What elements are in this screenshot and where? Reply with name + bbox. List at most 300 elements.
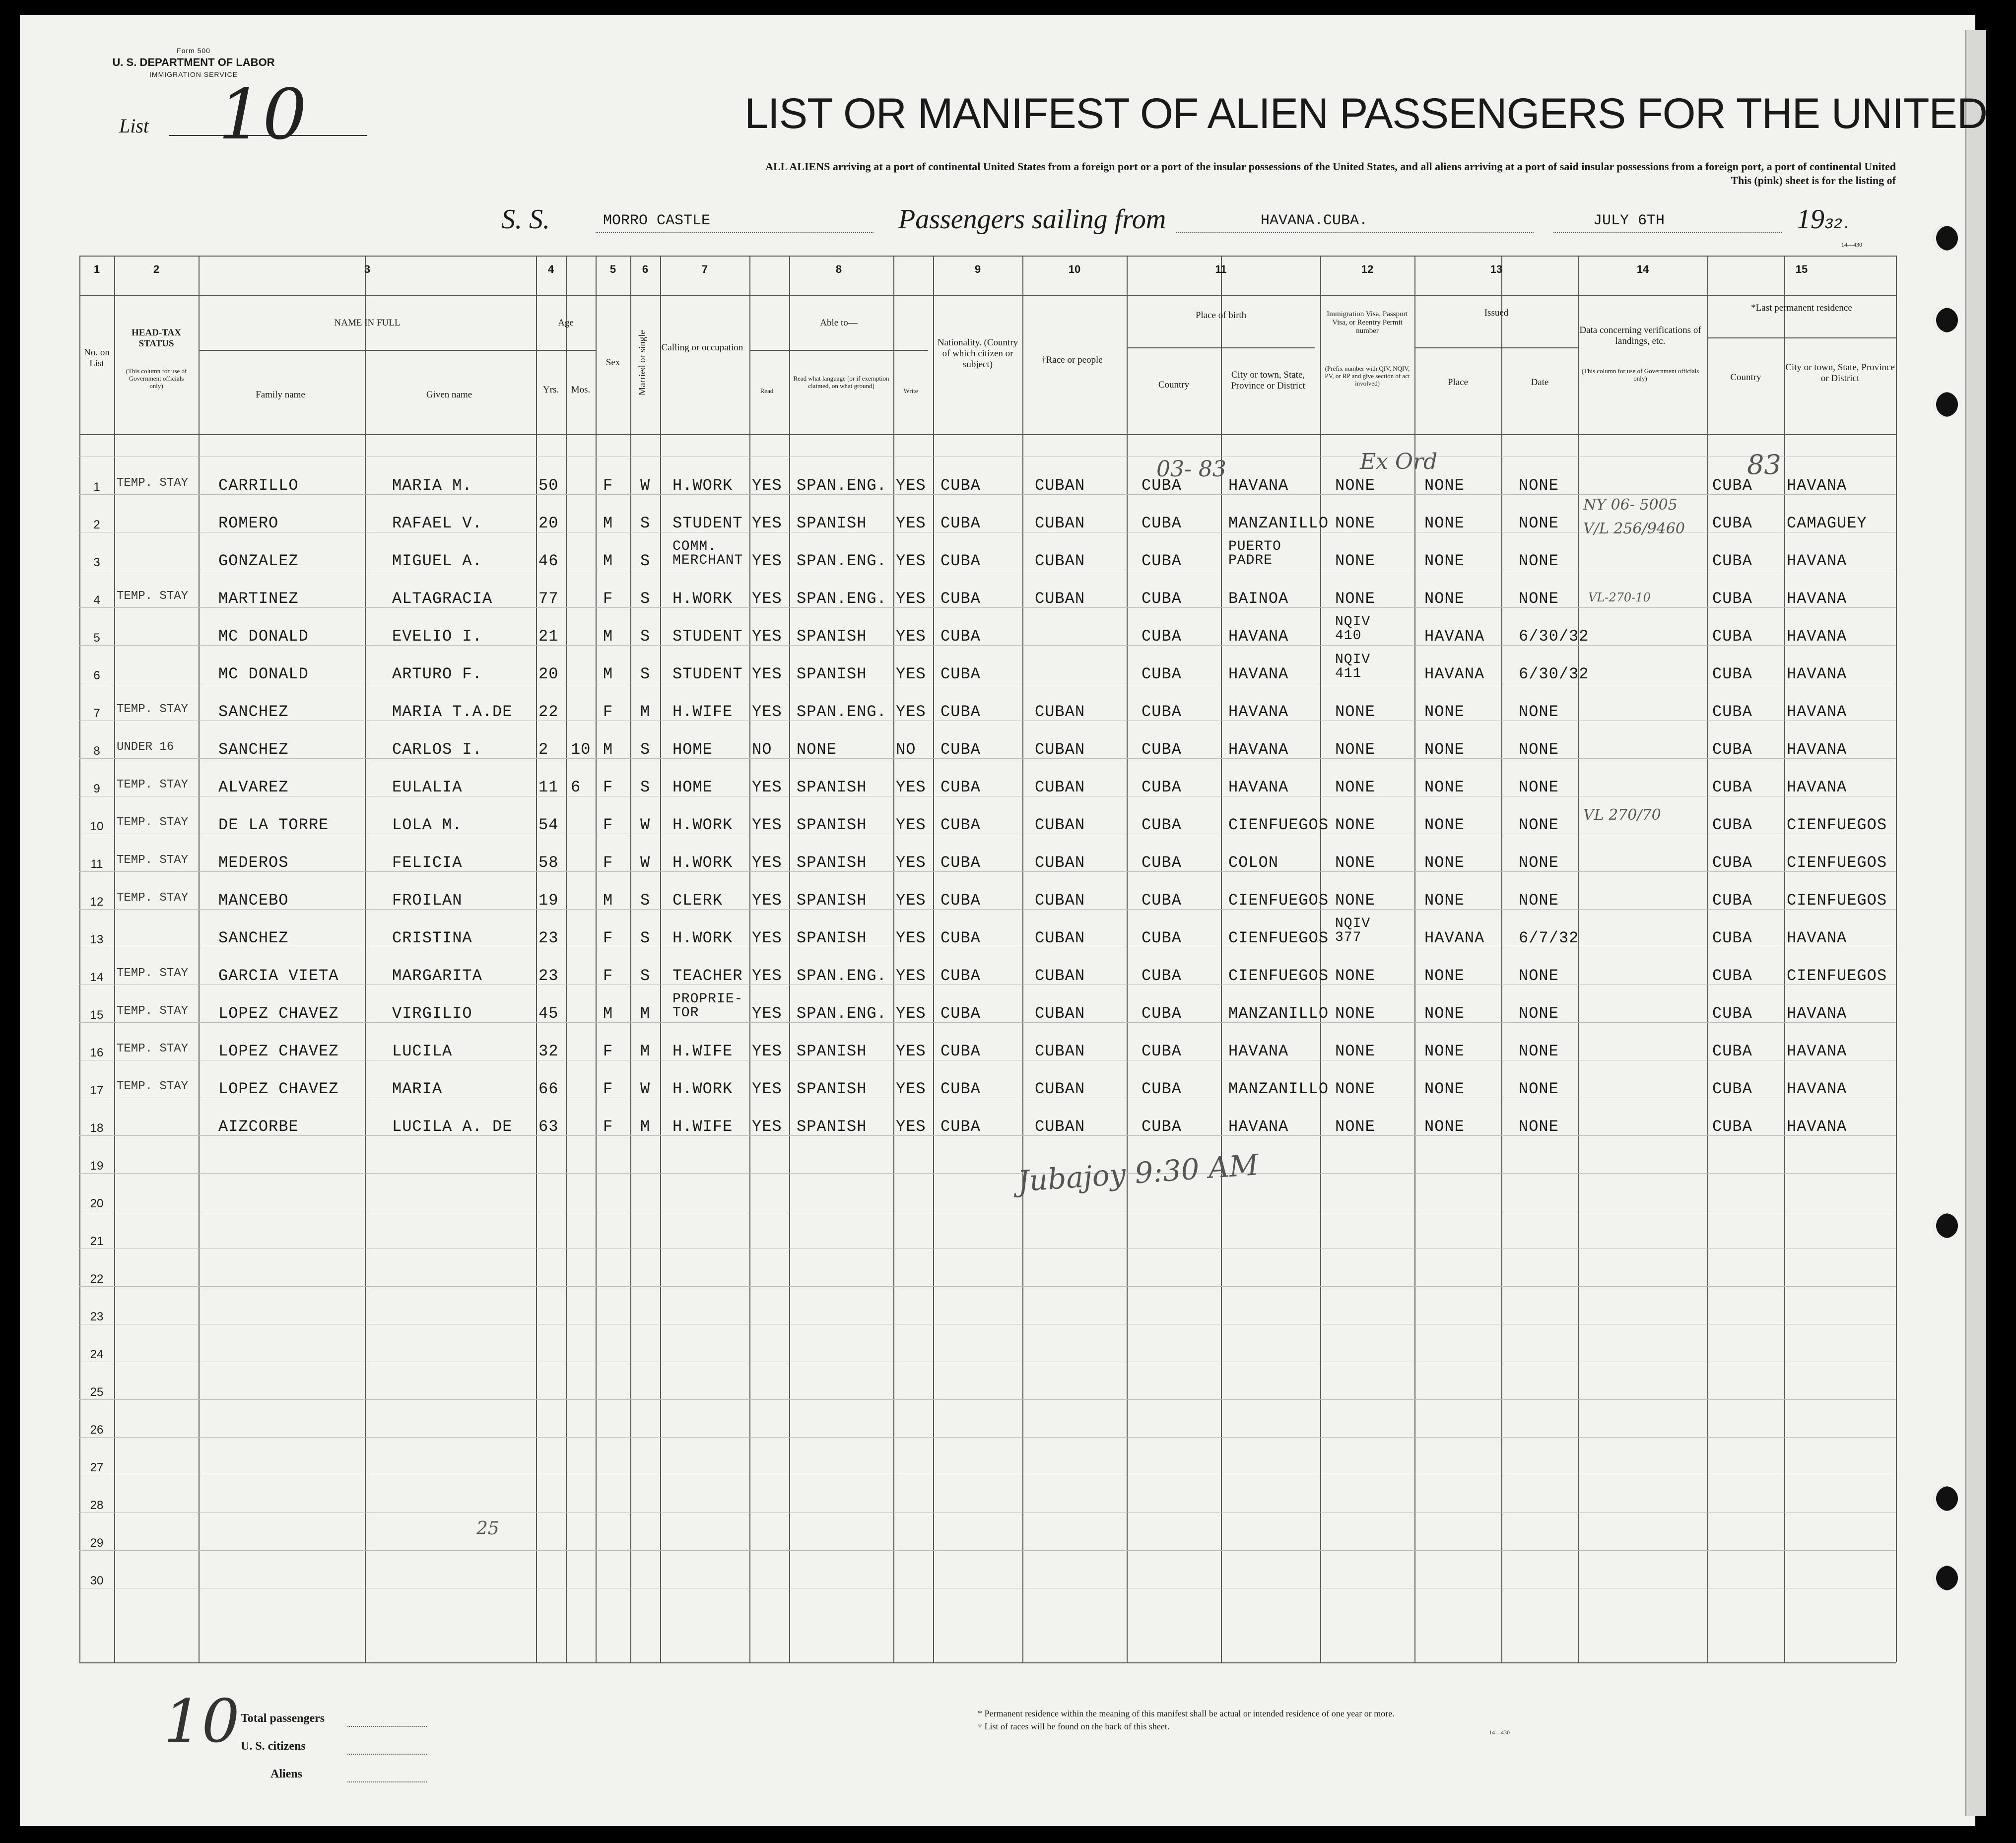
- cell-idate: 6/30/32: [1519, 665, 1589, 683]
- cell-ms: S: [640, 665, 651, 683]
- header-head-tax-note: (This column for use of Government officials only): [126, 367, 187, 390]
- cell-idate: NONE: [1519, 1004, 1559, 1023]
- footer-line-1: [347, 1726, 427, 1727]
- column-number: 7: [701, 263, 708, 275]
- column-number: 14: [1636, 263, 1649, 275]
- cell-yrs: 21: [538, 627, 559, 646]
- column-number: 6: [642, 263, 649, 275]
- cell-iplace: HAVANA: [1424, 665, 1485, 683]
- cell-family: SANCHEZ: [218, 703, 289, 721]
- cell-rcountry: CUBA: [1712, 929, 1752, 947]
- cell-idate: NONE: [1519, 967, 1559, 985]
- cell-family: MEDEROS: [218, 854, 289, 872]
- table-rule: [1501, 256, 1502, 1662]
- handwritten-ex-ord: Ex Ord: [1360, 449, 1438, 474]
- row-number: 12: [90, 895, 104, 909]
- cell-family: DE LA TORRE: [218, 816, 329, 834]
- cell-bcity: HAVANA: [1228, 740, 1289, 759]
- cell-given: LUCILA: [392, 1042, 453, 1060]
- cell-lang: SPANISH: [797, 1080, 867, 1098]
- cell-status: TEMP. STAY: [117, 703, 189, 716]
- cell-visa: NONE: [1335, 1042, 1375, 1060]
- cell-ms: S: [640, 929, 651, 947]
- row-number: 6: [93, 669, 100, 682]
- cell-lang: SPANISH: [797, 665, 867, 683]
- cell-read: YES: [752, 1080, 782, 1098]
- cell-family: AIZCORBE: [218, 1118, 299, 1136]
- cell-rcountry: CUBA: [1712, 891, 1752, 910]
- row-rule: [79, 494, 1896, 495]
- cell-rcountry: CUBA: [1712, 590, 1752, 608]
- table-rule: [79, 256, 1896, 257]
- cell-iplace: NONE: [1424, 1118, 1465, 1136]
- cell-ms: W: [640, 476, 651, 495]
- table-rule: [365, 256, 366, 1662]
- binder-hole: [1933, 226, 1958, 251]
- row-number: 24: [90, 1348, 104, 1361]
- cell-bcountry: CUBA: [1142, 891, 1182, 910]
- handwritten-birth-code: 03- 83: [1156, 457, 1226, 482]
- ship-name: MORRO CASTLE: [603, 212, 711, 229]
- cell-race: CUBAN: [1035, 740, 1085, 759]
- table-rule: [114, 256, 115, 1662]
- footnotes: * Permanent residence within the meaning of this manifest shall be actual or intended residence of one year or more. † List of races will be found on the back of this sheet.: [978, 1709, 1395, 1731]
- cell-read: YES: [752, 590, 782, 608]
- cell-nat: CUBA: [941, 552, 981, 570]
- cell-sex: M: [603, 627, 613, 646]
- cell-write: YES: [896, 590, 926, 608]
- cell-iplace: NONE: [1424, 590, 1465, 608]
- cell-rcountry: CUBA: [1712, 778, 1752, 796]
- header-mos: Mos.: [571, 385, 591, 395]
- cell-sex: M: [603, 891, 613, 910]
- cell-status: TEMP. STAY: [117, 476, 189, 490]
- cell-occ: COMM. MERCHANT: [672, 539, 743, 568]
- cell-iplace: HAVANA: [1424, 627, 1485, 646]
- cell-family: LOPEZ CHAVEZ: [218, 1004, 339, 1023]
- cell-ms: S: [640, 740, 651, 759]
- cell-rcity: HAVANA: [1787, 929, 1847, 947]
- table-rule: [749, 256, 750, 1662]
- cell-sex: F: [603, 854, 613, 872]
- cell-nat: CUBA: [941, 476, 981, 495]
- cell-idate: 6/7/32: [1519, 929, 1579, 947]
- cell-read: YES: [752, 627, 782, 646]
- cell-occ: STUDENT: [672, 514, 743, 532]
- cell-yrs: 32: [538, 1042, 559, 1060]
- cell-ms: S: [640, 590, 651, 608]
- cell-race: CUBAN: [1035, 854, 1085, 872]
- cell-sex: M: [603, 514, 613, 532]
- cell-read: YES: [752, 816, 782, 834]
- header-head-tax: HEAD-TAX STATUS: [132, 328, 181, 349]
- cell-occ: STUDENT: [672, 665, 743, 683]
- sailing-label: Passengers sailing from: [898, 204, 1166, 235]
- cell-occ: PROPRIE- TOR: [672, 991, 743, 1021]
- handwritten-mark: 25: [476, 1518, 499, 1539]
- cell-nat: CUBA: [941, 1042, 981, 1060]
- cell-yrs: 23: [538, 929, 559, 947]
- cell-read: YES: [752, 552, 782, 570]
- cell-given: EULALIA: [392, 778, 463, 796]
- cell-visa: NONE: [1335, 590, 1375, 608]
- cell-nat: CUBA: [941, 590, 981, 608]
- cell-idate: NONE: [1519, 514, 1559, 532]
- cell-bcountry: CUBA: [1142, 514, 1182, 532]
- row-number: 21: [90, 1235, 104, 1248]
- cell-read: YES: [752, 778, 782, 796]
- row-number: 18: [90, 1121, 104, 1135]
- header-birth-country: Country: [1158, 380, 1190, 390]
- cell-read: YES: [752, 1004, 782, 1023]
- cell-iplace: NONE: [1424, 703, 1465, 721]
- column-number: 4: [547, 263, 554, 275]
- cell-rcity: CIENFUEGOS: [1787, 967, 1887, 985]
- table-rule: [566, 256, 567, 1662]
- cell-bcountry: CUBA: [1142, 778, 1182, 796]
- cell-visa: NONE: [1335, 514, 1375, 532]
- cell-idate: NONE: [1519, 476, 1559, 495]
- cell-ms: W: [640, 854, 651, 872]
- cell-lang: SPANISH: [797, 891, 867, 910]
- table-rule: [1414, 347, 1578, 348]
- cell-rcity: HAVANA: [1787, 1042, 1847, 1060]
- table-rule: [199, 256, 200, 1662]
- cell-rcountry: CUBA: [1712, 1080, 1752, 1098]
- cell-read: YES: [752, 665, 782, 683]
- column-number: 9: [974, 263, 981, 275]
- cell-lang: NONE: [797, 740, 837, 759]
- cell-rcountry: CUBA: [1712, 1004, 1752, 1023]
- cell-read: YES: [752, 514, 782, 532]
- cell-occ: H.WIFE: [672, 1042, 733, 1060]
- cell-lang: SPANISH: [797, 816, 867, 834]
- binder-hole: [1933, 308, 1958, 332]
- port-line: [1176, 232, 1534, 233]
- cell-bcity: CIENFUEGOS: [1228, 929, 1329, 947]
- cell-write: YES: [896, 552, 926, 570]
- cell-status: TEMP. STAY: [117, 854, 189, 867]
- cell-idate: 6/30/32: [1519, 627, 1589, 646]
- cell-sex: F: [603, 590, 613, 608]
- row-rule: [79, 909, 1896, 910]
- cell-idate: NONE: [1519, 552, 1559, 570]
- cell-nat: CUBA: [941, 1118, 981, 1136]
- row-rule: [79, 1550, 1896, 1551]
- cell-sex: F: [603, 1118, 613, 1136]
- footer-aliens: Aliens: [270, 1768, 303, 1780]
- cell-read: YES: [752, 476, 782, 495]
- cell-family: MARTINEZ: [218, 590, 299, 608]
- cell-idate: NONE: [1519, 891, 1559, 910]
- table-rule: [749, 350, 928, 351]
- cell-rcity: HAVANA: [1787, 1118, 1847, 1136]
- cell-lang: SPANISH: [797, 1042, 867, 1060]
- cell-family: SANCHEZ: [218, 740, 289, 759]
- column-number: 13: [1490, 263, 1503, 275]
- cell-status: UNDER 16: [117, 740, 174, 754]
- table-rule: [630, 256, 631, 1662]
- cell-nat: CUBA: [941, 514, 981, 532]
- cell-given: RAFAEL V.: [392, 514, 482, 532]
- row-number: 3: [93, 556, 100, 569]
- row-number: 16: [90, 1046, 104, 1059]
- cell-given: LOLA M.: [392, 816, 463, 834]
- row-number: 9: [93, 782, 100, 795]
- cell-iplace: NONE: [1424, 816, 1465, 834]
- cell-bcity: HAVANA: [1228, 476, 1289, 495]
- cell-write: YES: [896, 929, 926, 947]
- year: 1932.: [1797, 204, 1852, 235]
- column-number: 10: [1068, 263, 1081, 275]
- row-rule: [79, 1286, 1896, 1287]
- cell-bcountry: CUBA: [1142, 1080, 1182, 1098]
- cell-occ: H.WORK: [672, 1080, 733, 1098]
- header-no-on-list: No. on List: [84, 347, 110, 369]
- cell-given: EVELIO I.: [392, 627, 482, 646]
- cell-idate: NONE: [1519, 1080, 1559, 1098]
- table-rule: [1707, 256, 1708, 1662]
- cell-idate: NONE: [1519, 1118, 1559, 1136]
- cell-ms: S: [640, 778, 651, 796]
- port-name: HAVANA.CUBA.: [1261, 212, 1368, 229]
- cell-family: MC DONALD: [218, 627, 309, 646]
- row-number: 30: [90, 1574, 104, 1587]
- cell-yrs: 20: [538, 665, 559, 683]
- header-residence: *Last permanent residence: [1751, 303, 1852, 313]
- cell-sex: F: [603, 1080, 613, 1098]
- row-number: 25: [90, 1385, 104, 1399]
- cell-nat: CUBA: [941, 778, 981, 796]
- date-line: [1553, 232, 1782, 233]
- column-number: 8: [835, 263, 842, 275]
- cell-nat: CUBA: [941, 740, 981, 759]
- cell-write: YES: [896, 703, 926, 721]
- footer-us-citizens: U. S. citizens: [241, 1740, 306, 1753]
- cell-iplace: NONE: [1424, 967, 1465, 985]
- cell-family: GONZALEZ: [218, 552, 299, 570]
- cell-write: YES: [896, 967, 926, 985]
- row-rule: [79, 1399, 1896, 1400]
- cell-occ: TEACHER: [672, 967, 743, 985]
- cell-lang: SPAN.ENG.: [797, 476, 887, 495]
- cell-bcountry: CUBA: [1142, 1118, 1182, 1136]
- cell-bcountry: CUBA: [1142, 703, 1182, 721]
- cell-yrs: 2: [538, 740, 549, 759]
- handwritten-landing-9: VL 270/70: [1583, 806, 1661, 824]
- cell-status: TEMP. STAY: [117, 891, 189, 905]
- cell-bcity: MANZANILLO: [1228, 1080, 1329, 1098]
- column-number: 12: [1361, 263, 1374, 275]
- row-rule: [79, 607, 1896, 608]
- cell-nat: CUBA: [941, 891, 981, 910]
- column-number: 5: [609, 263, 616, 275]
- cell-yrs: 20: [538, 514, 559, 532]
- cell-rcity: CIENFUEGOS: [1787, 854, 1887, 872]
- cell-sex: M: [603, 665, 613, 683]
- header-able-to: Able to—: [820, 318, 858, 328]
- ss-label: S. S.: [501, 204, 550, 235]
- binder-hole: [1933, 1486, 1958, 1511]
- table-rule: [789, 256, 790, 1662]
- header-given-name: Given name: [426, 390, 472, 400]
- cell-family: MC DONALD: [218, 665, 309, 683]
- cell-bcity: CIENFUEGOS: [1228, 967, 1329, 985]
- cell-status: TEMP. STAY: [117, 1042, 189, 1055]
- header-place-of-birth: Place of birth: [1195, 310, 1247, 321]
- cell-nat: CUBA: [941, 929, 981, 947]
- row-rule: [79, 1022, 1896, 1023]
- row-number: 28: [90, 1499, 104, 1512]
- cell-yrs: 11: [538, 778, 559, 796]
- cell-bcountry: CUBA: [1142, 854, 1182, 872]
- table-rule: [596, 256, 597, 1662]
- cell-status: TEMP. STAY: [117, 590, 189, 603]
- table-rule: [1707, 337, 1896, 338]
- row-rule: [79, 1135, 1896, 1136]
- cell-ms: S: [640, 514, 651, 532]
- cell-rcity: HAVANA: [1787, 552, 1847, 570]
- cell-status: TEMP. STAY: [117, 1004, 189, 1018]
- cell-visa: NQIV 377: [1335, 916, 1371, 945]
- column-number: 11: [1215, 263, 1227, 275]
- column-number: 2: [153, 263, 160, 275]
- cell-sex: F: [603, 778, 613, 796]
- cell-idate: NONE: [1519, 816, 1559, 834]
- cell-family: SANCHEZ: [218, 929, 289, 947]
- cell-nat: CUBA: [941, 703, 981, 721]
- header-write: Write: [903, 387, 918, 395]
- cell-lang: SPAN.ENG.: [797, 703, 887, 721]
- cell-bcountry: CUBA: [1142, 929, 1182, 947]
- cell-yrs: 22: [538, 703, 559, 721]
- cell-rcity: CIENFUEGOS: [1787, 816, 1887, 834]
- service-name: IMMIGRATION SERVICE: [149, 70, 238, 78]
- cell-sex: F: [603, 967, 613, 985]
- cell-occ: H.WORK: [672, 816, 733, 834]
- cell-yrs: 19: [538, 891, 559, 910]
- list-number-handwritten: 10: [218, 74, 307, 155]
- header-issued: Issued: [1484, 308, 1509, 318]
- cell-bcity: HAVANA: [1228, 703, 1289, 721]
- cell-bcity: PUERTO PADRE: [1228, 539, 1281, 568]
- cell-bcountry: CUBA: [1142, 1042, 1182, 1060]
- binder-hole: [1933, 1566, 1958, 1590]
- table-rule: [1320, 256, 1321, 1662]
- cell-rcountry: CUBA: [1712, 627, 1752, 646]
- cell-sex: F: [603, 476, 613, 495]
- header-res-country: Country: [1730, 372, 1761, 383]
- cell-rcountry: CUBA: [1712, 552, 1752, 570]
- cell-ms: S: [640, 891, 651, 910]
- header-res-city: City or town, State, Province or District: [1785, 362, 1895, 384]
- cell-yrs: 50: [538, 476, 559, 495]
- cell-sex: M: [603, 1004, 613, 1023]
- table-rule: [199, 350, 536, 351]
- table-rule: [79, 295, 1896, 296]
- cell-iplace: HAVANA: [1424, 929, 1485, 947]
- cell-visa: NONE: [1335, 740, 1375, 759]
- cell-occ: HOME: [672, 740, 713, 759]
- cell-ms: M: [640, 1004, 651, 1023]
- cell-read: YES: [752, 1118, 782, 1136]
- cell-idate: NONE: [1519, 778, 1559, 796]
- row-number: 20: [90, 1197, 104, 1210]
- cell-lang: SPAN.ENG.: [797, 552, 887, 570]
- row-number: 19: [90, 1159, 104, 1173]
- cell-occ: HOME: [672, 778, 713, 796]
- cell-ms: W: [640, 816, 651, 834]
- cell-iplace: NONE: [1424, 854, 1465, 872]
- row-number: 5: [93, 631, 100, 645]
- header-race: †Race or people: [1041, 355, 1103, 365]
- cell-bcity: COLON: [1228, 854, 1279, 872]
- cell-read: YES: [752, 929, 782, 947]
- cell-iplace: NONE: [1424, 1042, 1465, 1060]
- cell-bcity: CIENFUEGOS: [1228, 816, 1329, 834]
- row-number: 17: [90, 1084, 104, 1097]
- cell-given: MIGUEL A.: [392, 552, 482, 570]
- form-number: Form 500: [177, 47, 210, 55]
- cell-rcountry: CUBA: [1712, 740, 1752, 759]
- header-sex: Sex: [605, 357, 620, 368]
- cell-nat: CUBA: [941, 627, 981, 646]
- row-number: 13: [90, 933, 104, 946]
- cell-rcity: HAVANA: [1787, 476, 1847, 495]
- cell-visa: NONE: [1335, 816, 1375, 834]
- cell-given: ARTURO F.: [392, 665, 482, 683]
- cell-read: YES: [752, 967, 782, 985]
- cell-write: YES: [896, 514, 926, 532]
- cell-rcity: HAVANA: [1787, 1080, 1847, 1098]
- cell-family: LOPEZ CHAVEZ: [218, 1080, 339, 1098]
- cell-ms: M: [640, 703, 651, 721]
- cell-nat: CUBA: [941, 854, 981, 872]
- table-rule: [1022, 256, 1023, 1662]
- cell-ms: S: [640, 967, 651, 985]
- cell-rcity: HAVANA: [1787, 627, 1847, 646]
- cell-race: CUBAN: [1035, 703, 1085, 721]
- handwritten-landing-1: NY 06- 5005: [1583, 496, 1678, 514]
- handwritten-landing-2: V/L 256/9460: [1583, 520, 1685, 537]
- cell-race: CUBAN: [1035, 1042, 1085, 1060]
- header-married: Married or single: [637, 330, 648, 395]
- footer-line-2: [347, 1754, 427, 1755]
- cell-occ: STUDENT: [672, 627, 743, 646]
- cell-bcity: HAVANA: [1228, 1118, 1289, 1136]
- cell-race: CUBAN: [1035, 1118, 1085, 1136]
- cell-iplace: NONE: [1424, 476, 1465, 495]
- page-subtitle: ALL ALIENS arriving at a port of continental United States from a foreign port or a port of the insular possessions of the United States, and all aliens arriving at a port of said insular possessions from a foreign port, a port of continental United This (pink) sheet is for the listing of: [765, 160, 1896, 187]
- row-rule: [79, 645, 1896, 646]
- cell-ms: M: [640, 1118, 651, 1136]
- cell-yrs: 46: [538, 552, 559, 570]
- cell-given: MARIA M.: [392, 476, 472, 495]
- ship-line: [596, 232, 874, 233]
- cell-write: YES: [896, 816, 926, 834]
- cell-idate: NONE: [1519, 703, 1559, 721]
- cell-nat: CUBA: [941, 665, 981, 683]
- cell-iplace: NONE: [1424, 514, 1465, 532]
- page-title: LIST OR MANIFEST OF ALIEN PASSENGERS FOR THE UNITED: [744, 90, 1988, 137]
- footer-line-3: [347, 1781, 427, 1782]
- row-rule: [79, 1437, 1896, 1438]
- table-rule: [1896, 256, 1897, 1662]
- cell-visa: NONE: [1335, 552, 1375, 570]
- cell-status: TEMP. STAY: [117, 1080, 189, 1093]
- cell-read: NO: [752, 740, 772, 759]
- cell-nat: CUBA: [941, 967, 981, 985]
